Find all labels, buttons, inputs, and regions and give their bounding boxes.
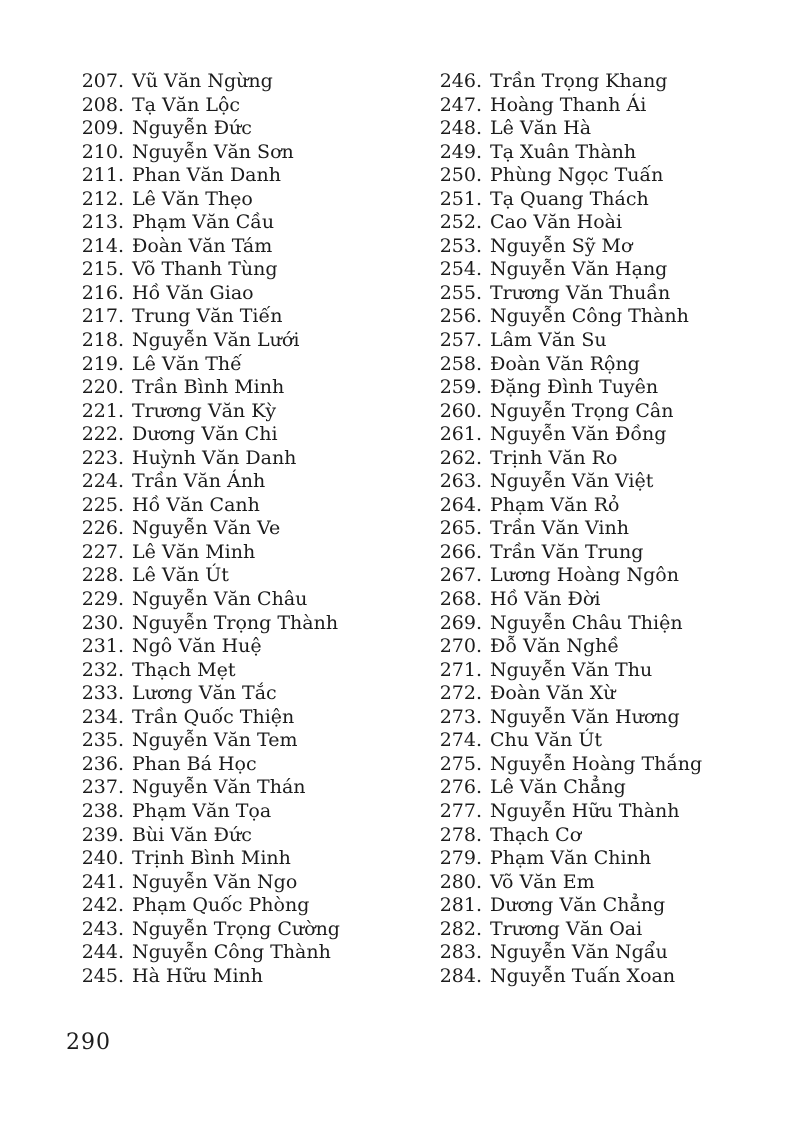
entry-number: 213.	[81, 211, 124, 234]
list-entry	[66, 753, 396, 777]
entry-number: 262.	[439, 446, 482, 469]
entry-name: Đoàn Văn Tám	[132, 234, 273, 257]
entry-name: Dương Văn Chẳng	[490, 894, 666, 917]
entry-name: Nguyễn Văn Việt	[490, 470, 654, 493]
entry-name: Lê Văn Hà	[490, 117, 592, 140]
entry-number: 242.	[81, 894, 124, 917]
list-entry	[424, 612, 764, 636]
list-entry	[66, 729, 396, 753]
entry-number: 221.	[81, 399, 124, 422]
entry-name: Phan Văn Danh	[132, 164, 281, 187]
entry-name: Trịnh Văn Ro	[490, 446, 618, 469]
list-entry	[66, 282, 396, 306]
entry-name: Tạ Xuân Thành	[490, 140, 637, 163]
entry-number: 275.	[439, 752, 482, 775]
list-entry	[424, 682, 764, 706]
list-entry	[66, 517, 396, 541]
entry-number: 217.	[81, 305, 124, 328]
list-entry	[66, 612, 396, 636]
entry-number: 218.	[81, 329, 124, 352]
entry-number: 233.	[81, 682, 124, 705]
entry-number: 214.	[81, 234, 124, 257]
entry-number: 229.	[81, 588, 124, 611]
list-entry	[66, 847, 396, 871]
entry-number: 253.	[439, 234, 482, 257]
entry-name: Nguyễn Tuấn Xoan	[490, 964, 676, 987]
entry-name: Hồ Văn Canh	[132, 493, 260, 516]
entry-number: 210.	[81, 140, 124, 163]
left-name-column	[66, 70, 396, 988]
list-entry	[424, 824, 764, 848]
entry-number: 244.	[81, 941, 124, 964]
entry-number: 248.	[439, 117, 482, 140]
entry-number: 230.	[81, 611, 124, 634]
list-entry	[424, 965, 764, 989]
list-entry	[424, 871, 764, 895]
list-entry	[66, 706, 396, 730]
entry-number: 255.	[439, 281, 482, 304]
entry-name: Nguyễn Văn Sơn	[132, 140, 294, 163]
entry-number: 268.	[439, 588, 482, 611]
list-entry	[66, 918, 396, 942]
entry-number: 281.	[439, 894, 482, 917]
entry-number: 223.	[81, 446, 124, 469]
entry-number: 284.	[439, 964, 482, 987]
entry-number: 269.	[439, 611, 482, 634]
list-entry	[424, 659, 764, 683]
entry-name: Trịnh Bình Minh	[132, 847, 291, 870]
list-entry	[424, 353, 764, 377]
entry-name: Nguyễn Văn Đồng	[490, 423, 667, 446]
list-entry	[66, 164, 396, 188]
list-entry	[66, 541, 396, 565]
list-entry	[66, 117, 396, 141]
entry-number: 208.	[81, 93, 124, 116]
list-entry	[66, 447, 396, 471]
entry-number: 209.	[81, 117, 124, 140]
entry-name: Đỗ Văn Nghề	[490, 635, 620, 658]
entry-number: 272.	[439, 682, 482, 705]
entry-number: 277.	[439, 799, 482, 822]
entry-number: 254.	[439, 258, 482, 281]
list-entry	[66, 659, 396, 683]
entry-name: Lê Văn Thế	[132, 352, 242, 375]
entry-name: Lương Hoàng Ngôn	[490, 564, 679, 587]
list-entry	[424, 164, 764, 188]
entry-name: Nguyễn Sỹ Mơ	[490, 234, 633, 257]
entry-number: 278.	[439, 823, 482, 846]
entry-number: 219.	[81, 352, 124, 375]
entry-number: 265.	[439, 517, 482, 540]
entry-name: Nguyễn Đức	[132, 117, 252, 140]
entry-name: Bùi Văn Đức	[132, 823, 252, 846]
entry-name: Ngô Văn Huệ	[132, 635, 262, 658]
list-entry	[66, 824, 396, 848]
list-entry	[424, 918, 764, 942]
entry-name: Nguyễn Văn Ngẩu	[490, 941, 668, 964]
entry-name: Đoàn Văn Xừ	[490, 682, 616, 705]
list-entry	[66, 776, 396, 800]
entry-name: Hồ Văn Đời	[490, 588, 601, 611]
list-entry	[66, 635, 396, 659]
list-entry	[424, 94, 764, 118]
list-entry	[66, 141, 396, 165]
entry-number: 250.	[439, 164, 482, 187]
entry-number: 224.	[81, 470, 124, 493]
entry-name: Đặng Đình Tuyên	[490, 376, 659, 399]
entry-number: 249.	[439, 140, 482, 163]
entry-number: 263.	[439, 470, 482, 493]
list-entry	[424, 894, 764, 918]
entry-name: Trần Trọng Khang	[490, 70, 668, 92]
list-entry	[66, 258, 396, 282]
list-entry	[424, 235, 764, 259]
list-entry	[424, 211, 764, 235]
entry-number: 211.	[81, 164, 124, 187]
entry-number: 231.	[81, 635, 124, 658]
entry-number: 276.	[439, 776, 482, 799]
entry-name: Nguyễn Trọng Cường	[132, 917, 340, 940]
list-entry	[424, 447, 764, 471]
entry-number: 227.	[81, 540, 124, 563]
entry-number: 240.	[81, 847, 124, 870]
entry-name: Trương Văn Oai	[490, 917, 643, 940]
list-entry	[424, 117, 764, 141]
entry-number: 283.	[439, 941, 482, 964]
entry-number: 258.	[439, 352, 482, 375]
right-name-column	[424, 70, 764, 988]
entry-name: Nguyễn Trọng Cân	[490, 399, 674, 422]
entry-name: Nguyễn Văn Thu	[490, 658, 653, 681]
entry-name: Nguyễn Công Thành	[132, 941, 331, 964]
entry-name: Hà Hữu Minh	[132, 964, 264, 987]
entry-number: 273.	[439, 705, 482, 728]
entry-name: Trương Văn Kỳ	[132, 399, 277, 422]
entry-number: 222.	[81, 423, 124, 446]
list-entry	[424, 282, 764, 306]
entry-name: Phạm Văn Cầu	[132, 211, 275, 234]
entry-name: Lê Văn Út	[132, 564, 229, 587]
entry-name: Phạm Văn Rỏ	[490, 493, 620, 516]
entry-number: 212.	[81, 187, 124, 210]
entry-number: 270.	[439, 635, 482, 658]
list-entry	[424, 564, 764, 588]
list-entry	[424, 847, 764, 871]
entry-name: Chu Văn Út	[490, 729, 603, 752]
list-entry	[424, 400, 764, 424]
list-entry	[66, 682, 396, 706]
entry-name: Trương Văn Thuần	[490, 281, 671, 304]
entry-name: Hoàng Thanh Ái	[490, 93, 647, 116]
list-entry	[424, 588, 764, 612]
entry-name: Võ Thanh Tùng	[132, 258, 278, 281]
list-entry	[66, 800, 396, 824]
entry-name: Trần Văn Trung	[490, 540, 644, 563]
entry-name: Trần Văn Ánh	[132, 470, 266, 493]
list-entry	[424, 729, 764, 753]
entry-number: 264.	[439, 493, 482, 516]
list-entry	[424, 188, 764, 212]
list-entry	[66, 941, 396, 965]
entry-name: Nguyễn Văn Tem	[132, 729, 298, 752]
entry-number: 225.	[81, 493, 124, 516]
list-entry	[424, 541, 764, 565]
list-entry	[424, 517, 764, 541]
list-entry	[66, 871, 396, 895]
entry-name: Cao Văn Hoài	[490, 211, 623, 234]
list-entry	[66, 400, 396, 424]
entry-number: 259.	[439, 376, 482, 399]
list-entry	[66, 470, 396, 494]
entry-name: Nguyễn Hữu Thành	[490, 799, 680, 822]
list-entry	[66, 305, 396, 329]
entry-name: Trần Bình Minh	[132, 376, 285, 399]
entry-number: 232.	[81, 658, 124, 681]
entry-number: 238.	[81, 799, 124, 822]
entry-name: Thạch Cơ	[490, 823, 582, 846]
entry-name: Thạch Mẹt	[132, 658, 236, 681]
entry-number: 251.	[439, 187, 482, 210]
entry-name: Nguyễn Văn Châu	[132, 588, 308, 611]
entry-name: Tạ Văn Lộc	[132, 93, 241, 116]
list-entry	[424, 70, 764, 94]
entry-number: 282.	[439, 917, 482, 940]
list-entry	[424, 753, 764, 777]
entry-number: 256.	[439, 305, 482, 328]
entry-number: 247.	[439, 93, 482, 116]
entry-number: 279.	[439, 847, 482, 870]
entry-name: Huỳnh Văn Danh	[132, 446, 297, 469]
list-entry	[424, 305, 764, 329]
list-entry	[424, 494, 764, 518]
list-entry	[424, 800, 764, 824]
entry-name: Nguyễn Hoàng Thắng	[490, 752, 703, 775]
entry-name: Lương Văn Tắc	[132, 682, 277, 705]
list-entry	[66, 965, 396, 989]
entry-name: Vũ Văn Ngừng	[132, 70, 273, 92]
entry-number: 267.	[439, 564, 482, 587]
list-entry	[66, 353, 396, 377]
entry-name: Nguyễn Công Thành	[490, 305, 689, 328]
entry-number: 245.	[81, 964, 124, 987]
list-entry	[424, 470, 764, 494]
entry-name: Lâm Văn Su	[490, 329, 607, 352]
entry-name: Phan Bá Học	[132, 752, 257, 775]
list-entry	[66, 376, 396, 400]
list-entry	[66, 494, 396, 518]
list-entry	[424, 258, 764, 282]
list-entry	[424, 141, 764, 165]
entry-number: 236.	[81, 752, 124, 775]
entry-number: 261.	[439, 423, 482, 446]
entry-number: 234.	[81, 705, 124, 728]
entry-name: Nguyễn Trọng Thành	[132, 611, 339, 634]
entry-number: 274.	[439, 729, 482, 752]
list-entry	[66, 329, 396, 353]
list-entry	[66, 588, 396, 612]
entry-name: Nguyễn Văn Ve	[132, 517, 281, 540]
entry-number: 266.	[439, 540, 482, 563]
list-entry	[424, 423, 764, 447]
list-entry	[66, 564, 396, 588]
entry-number: 237.	[81, 776, 124, 799]
page-number: 290	[66, 1030, 111, 1055]
entry-name: Lê Văn Minh	[132, 540, 256, 563]
entry-name: Tạ Quang Thách	[490, 187, 649, 210]
entry-name: Trần Quốc Thiện	[132, 705, 295, 728]
entry-number: 235.	[81, 729, 124, 752]
entry-name: Trần Văn Vinh	[490, 517, 629, 540]
list-entry	[424, 635, 764, 659]
entry-name: Phạm Quốc Phòng	[132, 894, 310, 917]
entry-name: Trung Văn Tiến	[132, 305, 283, 328]
list-entry	[66, 423, 396, 447]
entry-number: 228.	[81, 564, 124, 587]
entry-name: Nguyễn Văn Ngo	[132, 870, 298, 893]
entry-name: Nguyễn Văn Lưới	[132, 329, 300, 352]
list-entry	[66, 211, 396, 235]
list-entry	[66, 94, 396, 118]
list-entry	[424, 941, 764, 965]
entry-number: 239.	[81, 823, 124, 846]
entry-number: 243.	[81, 917, 124, 940]
list-entry	[424, 706, 764, 730]
entry-name: Phùng Ngọc Tuấn	[490, 164, 664, 187]
entry-number: 280.	[439, 870, 482, 893]
entry-name: Phạm Văn Tọa	[132, 799, 272, 822]
entry-number: 257.	[439, 329, 482, 352]
entry-name: Nguyễn Châu Thiện	[490, 611, 683, 634]
entry-number: 241.	[81, 870, 124, 893]
entry-name: Lê Văn Thẹo	[132, 187, 253, 210]
list-entry	[66, 70, 396, 94]
entry-number: 207.	[81, 70, 124, 92]
entry-name: Nguyễn Văn Hương	[490, 705, 680, 728]
entry-number: 226.	[81, 517, 124, 540]
entry-number: 252.	[439, 211, 482, 234]
entry-number: 260.	[439, 399, 482, 422]
list-entry	[424, 376, 764, 400]
entry-name: Võ Văn Em	[490, 870, 595, 893]
entry-number: 246.	[439, 70, 482, 92]
list-entry	[424, 776, 764, 800]
entry-name: Lê Văn Chẳng	[490, 776, 626, 799]
entry-name: Phạm Văn Chinh	[490, 847, 652, 870]
entry-name: Dương Văn Chi	[132, 423, 278, 446]
list-entry	[66, 235, 396, 259]
list-entry	[424, 329, 764, 353]
entry-name: Nguyễn Văn Thán	[132, 776, 306, 799]
list-entry	[66, 188, 396, 212]
entry-name: Nguyễn Văn Hạng	[490, 258, 668, 281]
entry-name: Hồ Văn Giao	[132, 281, 254, 304]
entry-name: Đoàn Văn Rộng	[490, 352, 640, 375]
entry-number: 215.	[81, 258, 124, 281]
entry-number: 220.	[81, 376, 124, 399]
list-entry	[66, 894, 396, 918]
entry-number: 271.	[439, 658, 482, 681]
entry-number: 216.	[81, 281, 124, 304]
